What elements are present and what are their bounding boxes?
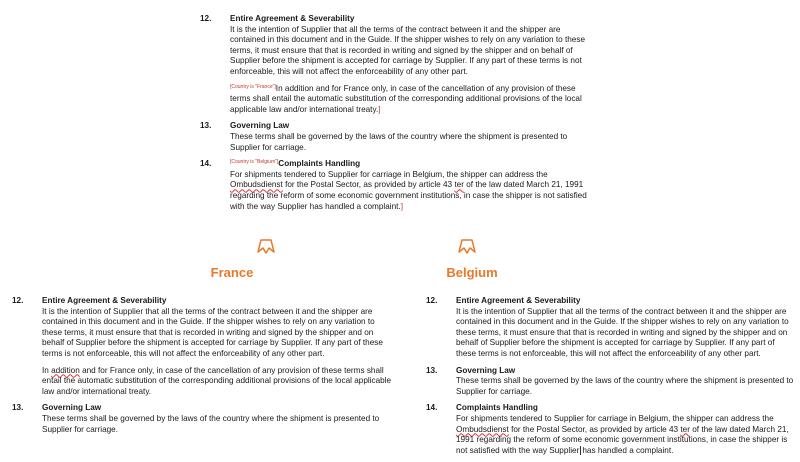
clause-12 [12,296,394,397]
clause-number: 12. [200,14,212,23]
template-document [200,14,590,218]
clause-number: 14. [426,403,438,413]
belgium-document [426,296,794,462]
condition-tag: [Country is "Belgium"] [230,159,279,166]
clause-title: Complaints Handling [278,159,361,169]
clause-title: Governing Law [230,121,290,131]
clause-text: These terms shall be governed by the laws of the country where the shipment is presented to Supplier for carriage. [456,376,794,396]
clause-number: 13. [426,365,438,375]
arrow-down-icon [457,237,477,255]
clause-title: Governing Law [456,365,516,375]
clause-number: 13. [200,121,212,131]
clause-12 [200,14,590,115]
clause-text: For shipments tendered to Supplier for carriage in Belgium, the shipper can address the Ombudsdienst for the Postal Sector, as provided by article 43 ter of the law dated March 21, 1991 regarding the reform of some economic government institutions, in case the shipper is not satisfied with the way Supplier has handled a complaint. [456,413,789,455]
clause-title: Entire Agreement & Severability [456,296,581,305]
clause-title: Entire Agreement & Severability [230,14,355,23]
clause-title: Entire Agreement & Severability [42,296,167,305]
clause-text: It is the intention of Supplier that all the terms of the contract between it and the shipper are contained in this document and in the Guide. If the shipper wishes to rely on any variation to these terms, it must ensure that that is recorded in writing and signed by the shipper and on behalf of Supplier before the shipment is accepted for carriage by Supplier. If any part of these terms is not enforceable, this will not affect the enforceability of any other part. [42,306,383,358]
clause-text: These terms shall be governed by the laws of the country where the shipment is presented to Supplier for carriage. [42,413,380,434]
arrow-down-icon [256,237,276,255]
condition-close-bracket: ] [400,201,403,211]
france-document [12,296,394,441]
clause-number: 14. [200,159,212,169]
clause-14 [200,159,590,212]
conditional-paragraph [230,84,590,116]
clause-text: It is the intention of Supplier that all the terms of the contract between it and the shipper are contained in this document and in the Guide. If the shipper wishes to rely on any variation to these terms, it must ensure that that is recorded in writing and signed by the shipper and on behalf of Supplier before the shipment is accepted for carriage by Supplier. If any part of these terms is not enforceable, this will not affect the enforceability of any other part. [230,24,586,76]
clause-14 [426,403,794,456]
condition-close-bracket: ] [378,104,381,114]
france-extra-paragraph: In addition and for France only, in case of the cancellation of any provision of these terms shall entail the automatic substitution of the corresponding additional provisions of the local applicable law and/or international treaty. [42,365,392,396]
conditional-text: In addition and for France only, in case of the cancellation of any provision of these terms shall entail the automatic substitution of the corresponding additional provisions of the local applicable law and/or international treaty. [230,83,582,114]
clause-number: 12. [426,296,438,305]
clause-number: 12. [12,296,24,305]
clause-13 [12,403,394,435]
clause-number: 13. [12,403,24,413]
clause-13 [426,366,794,398]
clause-13 [200,121,590,153]
condition-tag: [Country is "France"] [230,83,276,90]
france-label: France [210,265,254,280]
clause-text: These terms shall be governed by the laws of the country where the shipment is presented to Supplier for carriage. [230,131,568,152]
belgium-label: Belgium [446,265,498,280]
clause-title: Complaints Handling [456,403,538,413]
clause-title: Governing Law [42,403,102,413]
clause-text: For shipments tendered to Supplier for carriage in Belgium, the shipper can address the Ombudsdienst for the Postal Sector, as provided by article 43 ter of the law dated March 21, 1991 regarding the reform of some economic government institutions, in case the shipper is not satisfied with the way Supplier has handled a complaint.] [230,169,587,211]
clause-text: It is the intention of Supplier that all the terms of the contract between it and the shipper are contained in this document and in the Guide. If the shipper wishes to rely on any variation to these terms, it must ensure that that is recorded in writing and signed by the shipper and on behalf of Supplier before the shipment is accepted for carriage by Supplier. If any part of these terms is not enforceable, this will not affect the enforceability of any other part. [456,306,789,358]
clause-12 [426,296,794,360]
